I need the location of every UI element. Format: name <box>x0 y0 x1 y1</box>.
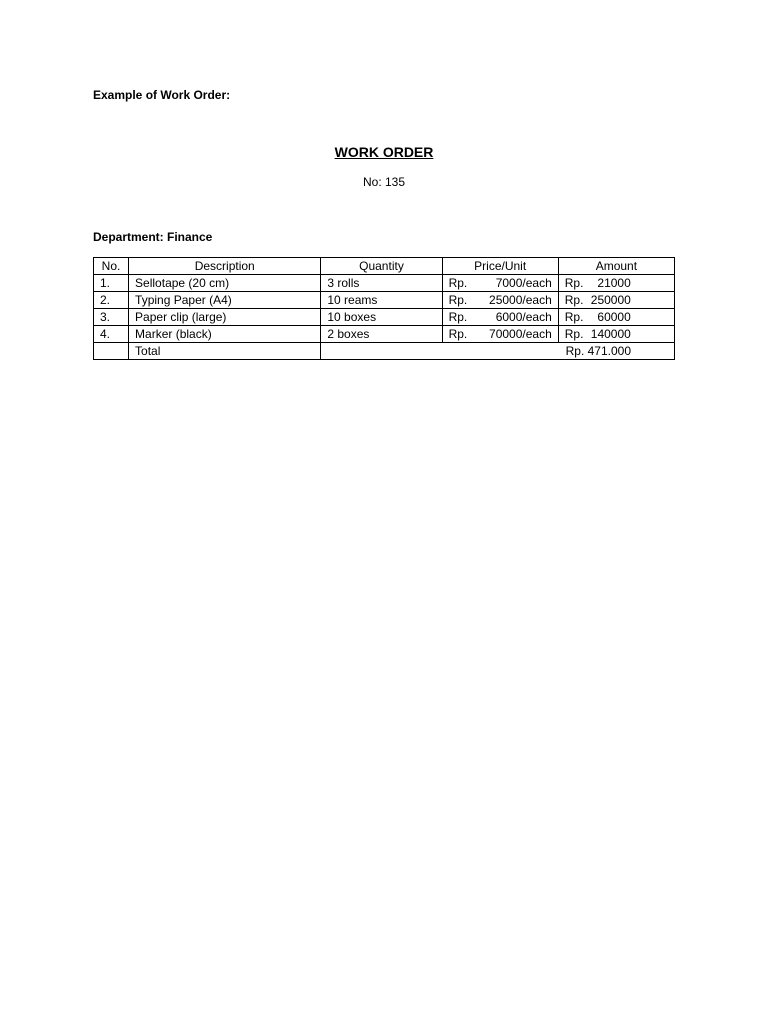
document-title-text: WORK ORDER <box>334 144 434 160</box>
row-amount <box>558 326 674 343</box>
header-price: Price/Unit <box>442 258 558 275</box>
price-currency: Rp. <box>448 293 468 307</box>
row-amount <box>558 292 674 309</box>
row-description: Typing Paper (A4) <box>129 292 321 309</box>
header-description: Description <box>129 258 321 275</box>
amount-value: 60000 <box>597 310 631 324</box>
row-amount <box>558 309 674 326</box>
row-no: 1. <box>94 275 129 292</box>
department-label: Department: Finance <box>93 230 213 244</box>
table-header-row <box>94 258 675 275</box>
row-no: 3. <box>94 309 129 326</box>
intro-heading: Example of Work Order: <box>93 88 231 102</box>
row-no: 4. <box>94 326 129 343</box>
amount-currency: Rp. <box>564 310 584 324</box>
amount-currency: Rp. <box>564 293 584 307</box>
document-number: No: 135 <box>362 175 406 189</box>
row-no: 2. <box>94 292 129 309</box>
row-price <box>442 292 558 309</box>
table-row <box>94 326 675 343</box>
header-quantity: Quantity <box>321 258 442 275</box>
price-value: 7000/each <box>495 276 552 290</box>
row-price <box>442 309 558 326</box>
total-value: Rp. 471.000 <box>321 343 675 360</box>
price-value: 25000/each <box>489 293 552 307</box>
row-amount <box>558 275 674 292</box>
row-description: Paper clip (large) <box>129 309 321 326</box>
amount-currency: Rp. <box>564 327 584 341</box>
table-row <box>94 309 675 326</box>
row-quantity: 10 reams <box>321 292 442 309</box>
row-price <box>442 326 558 343</box>
table-row <box>94 292 675 309</box>
row-quantity: 2 boxes <box>321 326 442 343</box>
price-currency: Rp. <box>448 327 468 341</box>
row-quantity: 10 boxes <box>321 309 442 326</box>
table-row <box>94 275 675 292</box>
total-row <box>94 343 675 360</box>
price-value: 6000/each <box>495 310 552 324</box>
header-amount: Amount <box>558 258 674 275</box>
price-currency: Rp. <box>448 276 468 290</box>
work-order-table <box>93 257 675 360</box>
row-price <box>442 275 558 292</box>
row-quantity: 3 rolls <box>321 275 442 292</box>
amount-value: 140000 <box>590 327 631 341</box>
row-description: Sellotape (20 cm) <box>129 275 321 292</box>
amount-currency: Rp. <box>564 276 584 290</box>
document-title <box>0 144 768 160</box>
row-description: Marker (black) <box>129 326 321 343</box>
price-currency: Rp. <box>448 310 468 324</box>
amount-value: 250000 <box>590 293 631 307</box>
amount-value: 21000 <box>597 276 631 290</box>
total-empty-cell <box>94 343 129 360</box>
total-label: Total <box>129 343 321 360</box>
header-no: No. <box>94 258 129 275</box>
price-value: 70000/each <box>489 327 552 341</box>
